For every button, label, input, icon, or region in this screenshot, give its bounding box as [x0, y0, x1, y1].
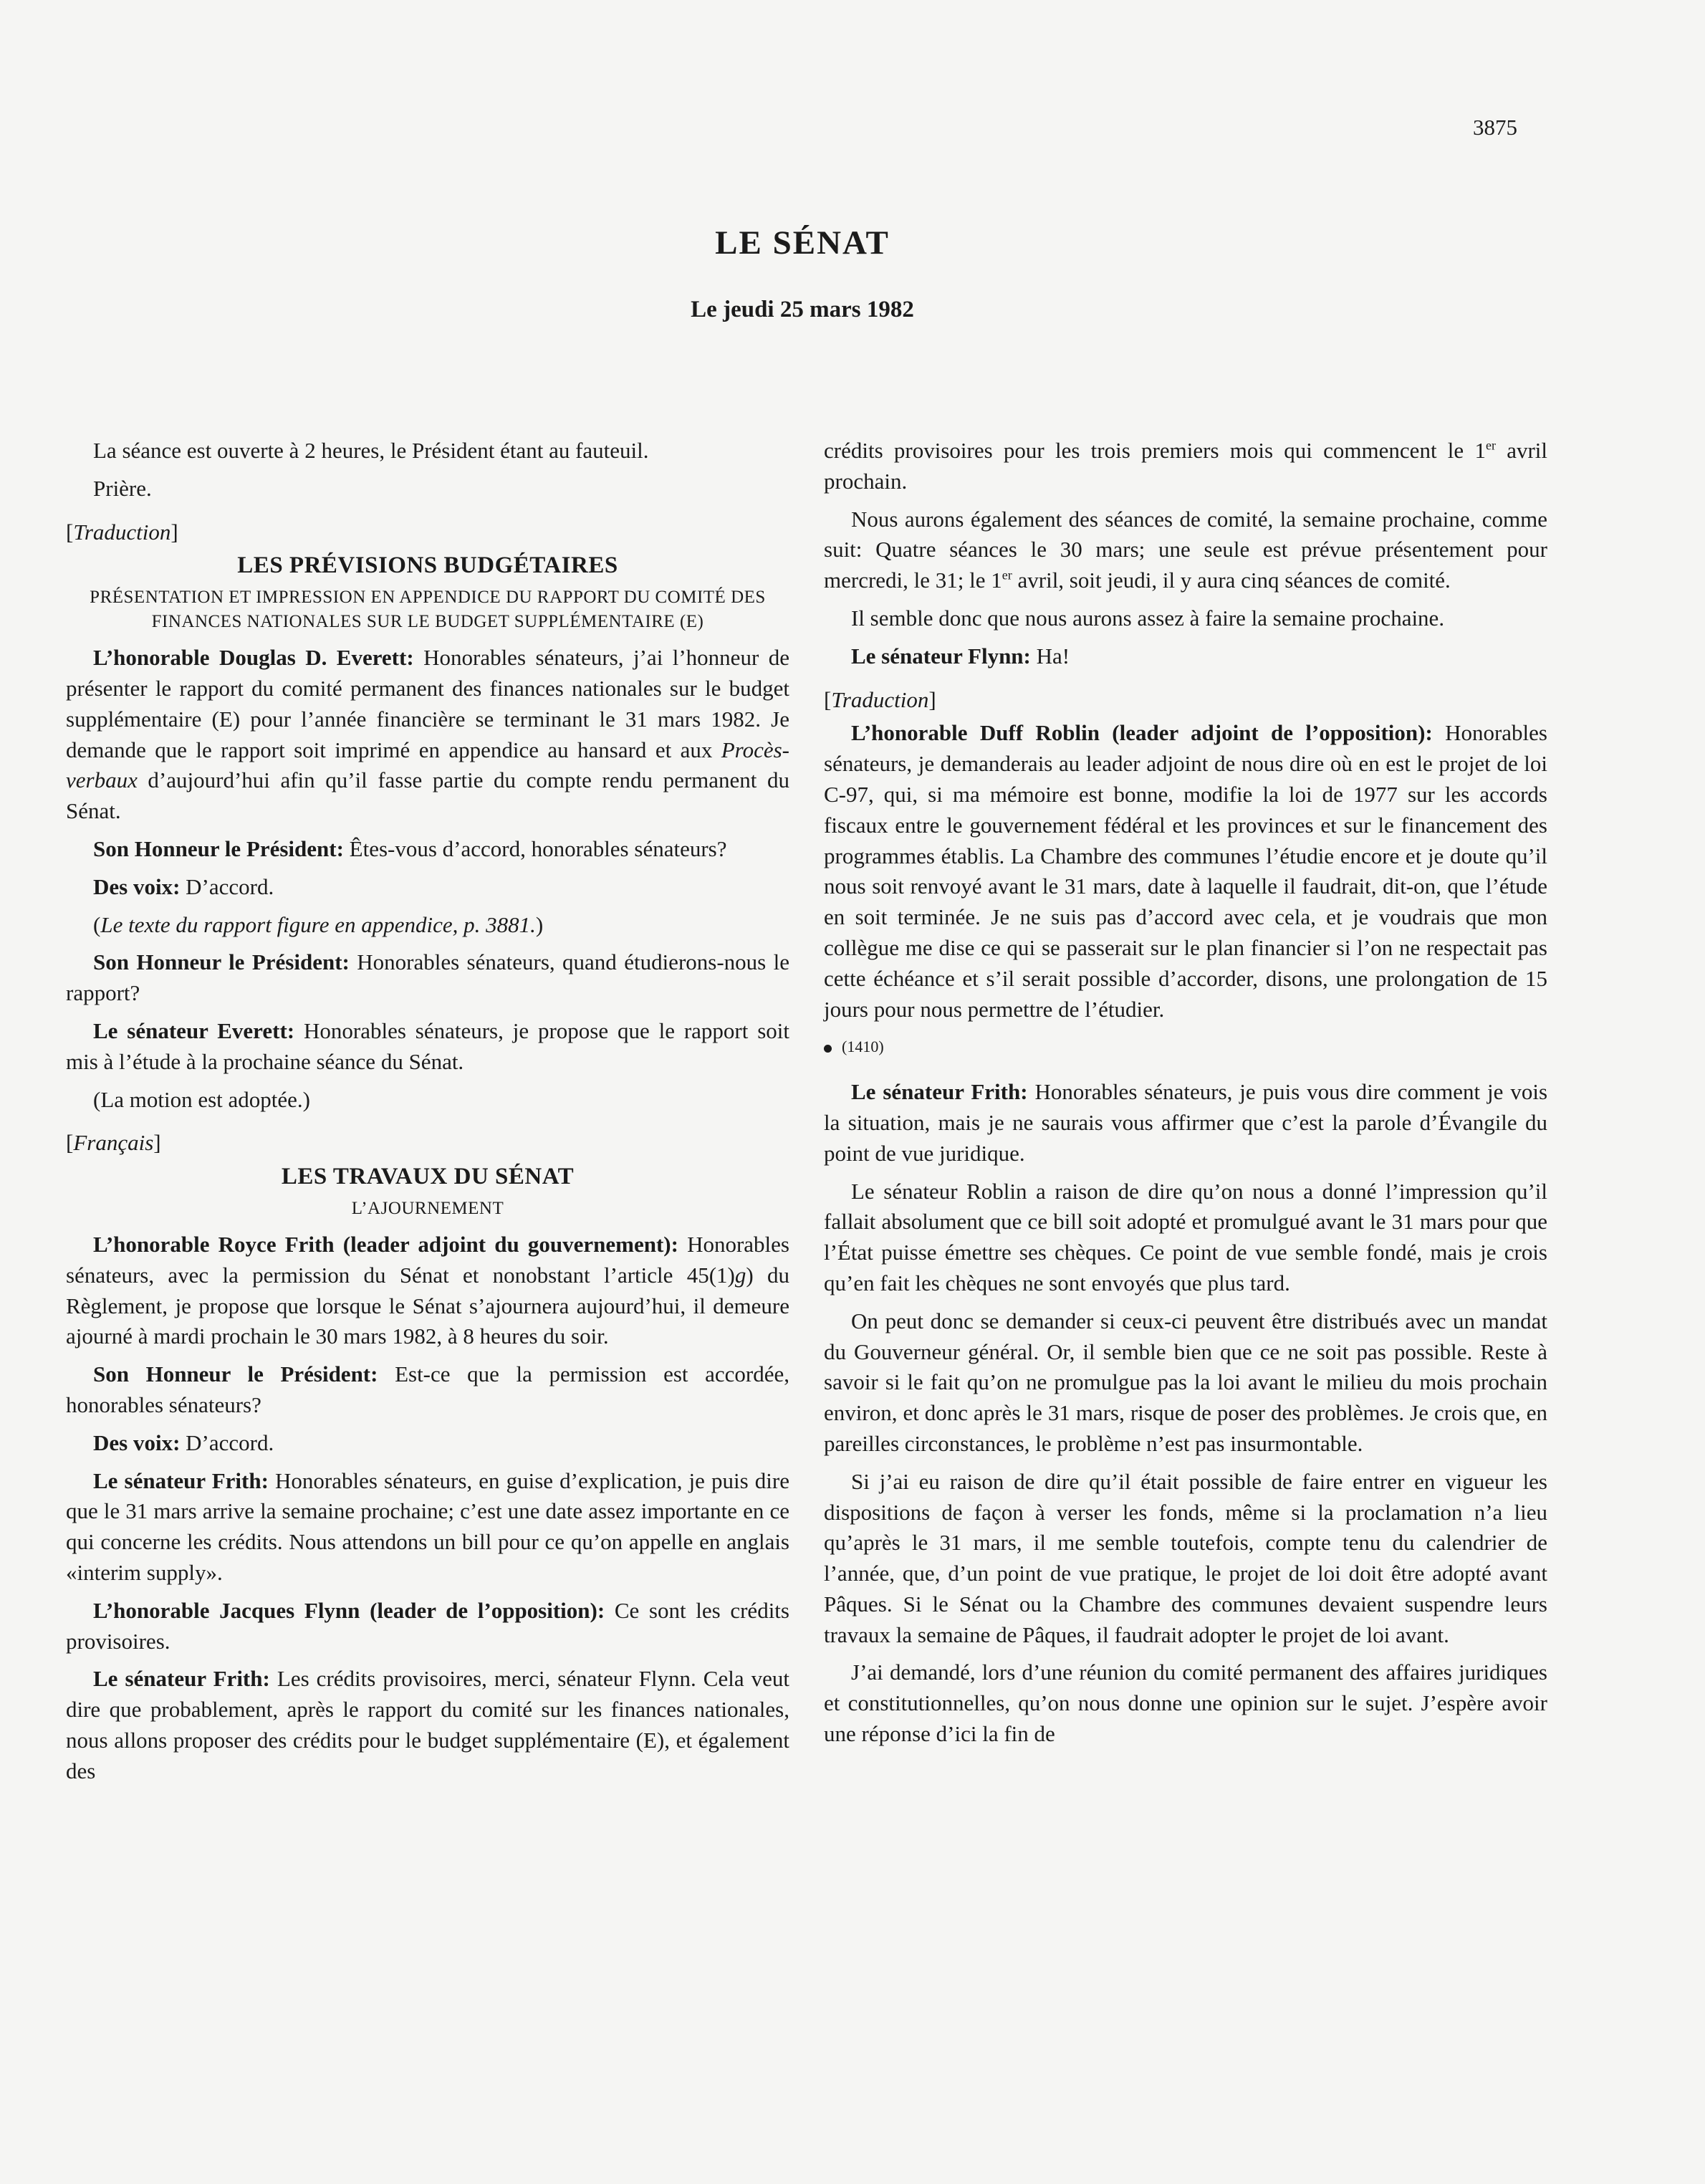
language-tag: [Français] [66, 1130, 161, 1156]
speech-paragraph: Le sénateur Frith: Honorables sénateurs, je puis vous dire comment je vois la situation, mais je ne saurais vous affirmer que c’est la parole d’Évangile du point de vue juridique. [824, 1079, 1548, 1166]
speaker-name: Son Honneur le Président: [93, 835, 344, 861]
speech-paragraph: Son Honneur le Président: Est-ce que la permission est accordée, honorables sénateurs? [66, 1361, 789, 1417]
speech-paragraph: Le sénateur Flynn: Ha! [851, 643, 1070, 669]
section-heading: LES PRÉVISIONS BUDGÉTAIRES [237, 552, 618, 579]
body-paragraph: J’ai demandé, lors d’une réunion du comité permanent des affaires juridiques et constitutionnelles, qu’on nous donne une opinion sur le sujet. J’espère avoir une réponse d’ici la fin de [824, 1659, 1547, 1747]
speaker-name: Le sénateur Frith: [93, 1666, 270, 1692]
speech-paragraph: Son Honneur le Président: Êtes-vous d’accord, honorables sénateurs? [93, 835, 727, 861]
bullet-icon [824, 1045, 832, 1053]
appendix-note: (Le texte du rapport figure en appendice, p. 3881.) [93, 911, 544, 937]
speaker-name: L’honorable Royce Frith (leader adjoint du gouvernement): [93, 1231, 678, 1257]
speaker-name: L’honorable Jacques Flynn (leader de l’opposition): [93, 1597, 605, 1623]
body-paragraph: Le sénateur Roblin a raison de dire qu’on nous a donné l’impression qu’il fallait absolument que ce bill soit adopté et promulgué avant le 31 mars pour que l’État puisse émettre ses chèques. Ce point de vue semble fondé, mais je crois qu’en fait les chèques ne sont envoyés que plus tard. [824, 1178, 1547, 1295]
speech-paragraph: L’honorable Duff Roblin (leader adjoint de l’opposition): Honorables sénateurs, je demanderais au leader adjoint de nous dire où en est le projet de loi C-97, qui, si ma mémoire est bonne, modifie la loi de 1977 sur les accords fiscaux entre le gouvernement fédéral et les provinces et sur le financement des programmes établis. La Chambre des communes l’étudie encore et je doute qu’il nous soit renvoyé avant le 31 mars, date à laquelle il faudrait, dit-on, que l’étude en soit terminée. Je ne suis pas d’accord avec cela, et je voudrais que mon collègue me dise ce qui se passerait sur le plan financier si l’on ne respectait pas cette échéance et s’il serait possible d’accorder, disons, une prolongation de 15 jours pour nous permettre de l’étudier. [824, 720, 1547, 1022]
continued-paragraph: crédits provisoires pour les trois premiers mois qui commencent le 1er avril prochain. [824, 438, 1548, 494]
speaker-name: Son Honneur le Président: [93, 1361, 378, 1387]
language-tag: [Traduction] [66, 519, 178, 545]
body-paragraph: Si j’ai eu raison de dire qu’il était possible de faire entrer en vigueur les dispositions de façon à verser les fonds, même si la proclamation n’a lieu qu’après le 31 mars, il me semble toutefois, compte tenu du calendrier de l’année, que, d’un point de vue pratique, le projet de loi doit être adopté avant Pâques. Si le Sénat ou la Chambre des communes devaient suspendre leurs travaux la semaine de Pâques, il faudrait adopter le projet de loi avant. [824, 1468, 1547, 1647]
page-number: 3875 [1473, 115, 1517, 140]
opening-paragraph: La séance est ouverte à 2 heures, le Président étant au fauteuil. [93, 438, 649, 463]
speaker-name: Des voix: [93, 1429, 181, 1455]
speaker-name: Le sénateur Frith: [851, 1079, 1028, 1105]
language-tag: [Traduction] [824, 686, 936, 712]
section-subheading: L’AJOURNEMENT [351, 1198, 504, 1218]
speech-paragraph: L’honorable Jacques Flynn (leader de l’opposition): Ce sont les crédits provisoires. [66, 1597, 789, 1654]
right-column [824, 436, 1547, 1757]
prayer-line: Prière. [93, 475, 152, 501]
time-marker: (1410) [824, 1032, 1547, 1063]
speech-paragraph: Des voix: D’accord. [93, 1429, 274, 1455]
speaker-name: L’honorable Duff Roblin (leader adjoint de l’opposition): [851, 720, 1433, 746]
speech-paragraph: Des voix: D’accord. [93, 873, 274, 899]
speech-paragraph: L’honorable Royce Frith (leader adjoint du gouvernement): Honorables sénateurs, avec la permission du Sénat et nonobstant l’article 45(1)g) du Règlement, je propose que lorsque le Sénat s’ajournera aujourd’hui, il demeure ajourné à mardi prochain le 30 mars 1982, à 8 heures du soir. [66, 1231, 790, 1349]
speaker-name: Des voix: [93, 873, 181, 899]
speaker-name: Le sénateur Frith: [93, 1467, 269, 1493]
speaker-name: Son Honneur le Président: [93, 949, 350, 975]
body-paragraph: Nous aurons également des séances de comité, la semaine prochaine, comme suit: Quatre séances le 30 mars; une seule est prévue présentement pour mercredi, le 31; le 1er avril, soit jeudi, il y aura cinq séances de comité. [824, 506, 1547, 593]
speech-paragraph: Le sénateur Frith: Honorables sénateurs, en guise d’explication, je puis dire que le 31 mars arrive la semaine prochaine; c’est une date assez importante en ce qui concerne les crédits. Nous attendons un bill pour ce qu’on appelle en anglais «interim supply». [66, 1467, 790, 1585]
speech-paragraph: Le sénateur Frith: Les crédits provisoires, merci, sénateur Flynn. Cela veut dire que probablement, après le rapport du comité sur les finances nationales, nous allons proposer des crédits pour le budget supplémentaire (E), et également des [66, 1666, 790, 1783]
motion-note: (La motion est adoptée.) [93, 1086, 311, 1112]
speaker-name: Le sénateur Flynn: [851, 643, 1031, 669]
body-paragraph: On peut donc se demander si ceux-ci peuvent être distribués avec un mandat du Gouverneur général. Or, il semble bien que ce ne soit pas possible. Reste à savoir si le fait qu’on ne promulgue pas la loi avant le milieu du mois prochain environ, et donc après le 31 mars, risque de poser des problèmes. Je crois que, en pareilles circonstances, le problème n’est pas insurmontable. [824, 1308, 1547, 1456]
page-title: LE SÉNAT [715, 224, 890, 262]
speech-paragraph: Son Honneur le Président: Honorables sénateurs, quand étudierons-nous le rapport? [66, 949, 789, 1006]
section-subheading: PRÉSENTATION ET IMPRESSION EN APPENDICE DU RAPPORT DU COMITÉ DES FINANCES NATIONALES SUR LE BUDGET SUPPLÉMENTAIRE (E) [90, 588, 766, 632]
speech-paragraph: L’honorable Douglas D. Everett: Honorables sénateurs, j’ai l’honneur de présenter le rapport du comité permanent des finances nationales sur le budget supplémentaire (E) pour l’année financière se terminant le 31 mars 1982. Je demande que le rapport soit imprimé en appendice au hansard et aux Procès-verbaux d’aujourd’hui afin qu’il fasse partie du compte rendu permanent du Sénat. [66, 645, 789, 824]
speaker-name: Le sénateur Everett: [93, 1017, 295, 1043]
left-column [66, 436, 789, 1793]
speech-paragraph: Le sénateur Everett: Honorables sénateurs, je propose que le rapport soit mis à l’étude à la prochaine séance du Sénat. [66, 1017, 789, 1074]
body-paragraph: Il semble donc que nous aurons assez à faire la semaine prochaine. [851, 605, 1445, 631]
speaker-name: L’honorable Douglas D. Everett: [93, 645, 414, 671]
sitting-date: Le jeudi 25 mars 1982 [691, 297, 914, 322]
section-heading: LES TRAVAUX DU SÉNAT [281, 1164, 575, 1190]
